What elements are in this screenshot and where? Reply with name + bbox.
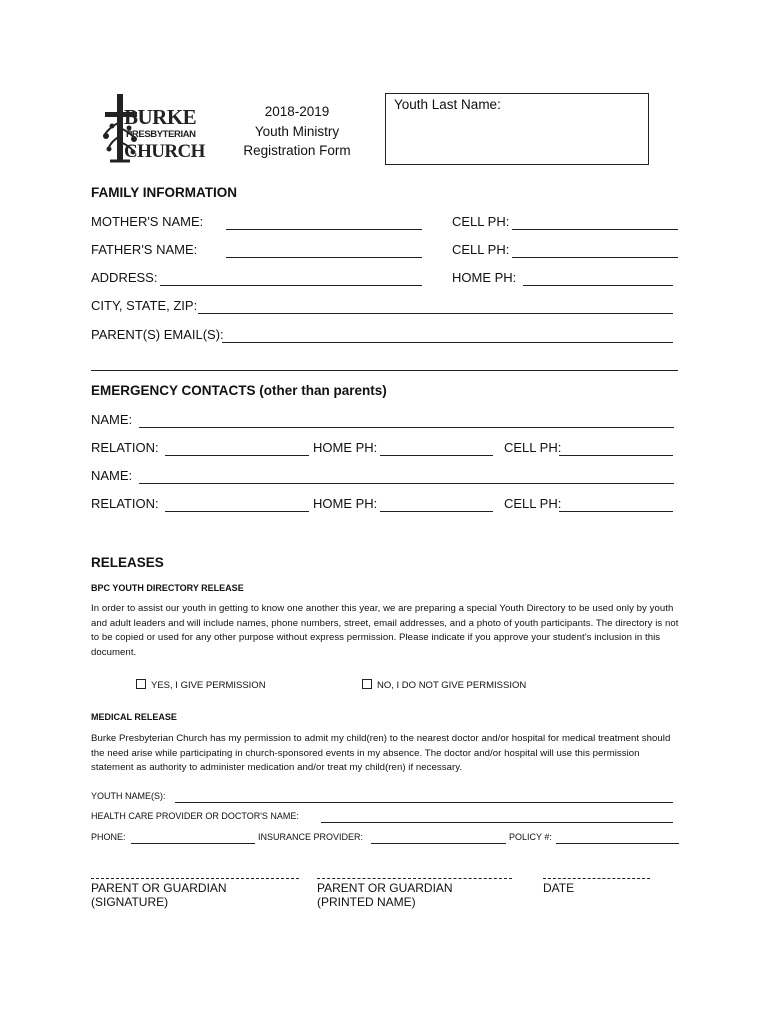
father-field[interactable] [226, 257, 422, 258]
mother-field[interactable] [226, 229, 422, 230]
home-phone-field[interactable] [523, 285, 673, 286]
no-checkbox[interactable] [362, 679, 372, 689]
provider-phone-field[interactable] [131, 843, 255, 844]
provider-field[interactable] [321, 822, 673, 823]
mother-label: MOTHER'S NAME: [91, 214, 204, 229]
title-ministry: Youth Ministry [254, 123, 340, 139]
mother-cell-field[interactable] [512, 229, 678, 230]
signature-field[interactable] [91, 878, 299, 879]
email-label: PARENT(S) EMAIL(S): [91, 327, 224, 342]
medical-heading: MEDICAL RELEASE [91, 712, 177, 722]
sig2-line1: PARENT OR GUARDIAN [317, 881, 453, 895]
insurance-field[interactable] [371, 843, 506, 844]
policy-field[interactable] [556, 843, 679, 844]
relation1-field[interactable] [165, 455, 309, 456]
directory-text: In order to assist our youth in getting to know one another this year, we are preparing a special Youth Directory to be used only by youth and adult leaders and will include names, phone numbers, street, email addresses, and a photo of youth participants. The directory is not to be copied or used for any other purpose without express permission. Please indicate if you approve your student’s inclusion in this document. [91, 603, 679, 658]
address-field[interactable] [160, 285, 422, 286]
city-label: CITY, STATE, ZIP: [91, 298, 198, 313]
yes-checkbox[interactable] [136, 679, 146, 689]
title-form: Registration Form [243, 143, 351, 158]
father-cell-field[interactable] [512, 257, 678, 258]
date-caption: DATE [543, 881, 575, 895]
home2-label: HOME PH: [313, 496, 378, 511]
printed-name-field[interactable] [317, 878, 512, 879]
releases-heading: RELEASES [91, 555, 164, 570]
address-label: ADDRESS: [91, 270, 158, 285]
policy-label: POLICY #: [509, 832, 552, 842]
sig2-line2: (PRINTED NAME) [317, 895, 416, 909]
home1-label: HOME PH: [313, 440, 378, 455]
relation2-field[interactable] [165, 511, 309, 512]
form-title [232, 102, 362, 161]
cell-emergency1-field[interactable] [559, 455, 673, 456]
youth-last-name-label: Youth Last Name: [394, 97, 501, 112]
sig1-line1: PARENT OR GUARDIAN [91, 881, 227, 895]
home1-field[interactable] [380, 455, 493, 456]
youth-last-name-box[interactable] [385, 93, 649, 165]
provider-label: HEALTH CARE PROVIDER OR DOCTOR'S NAME: [91, 811, 299, 821]
youth-names-label: YOUTH NAME(S): [91, 791, 166, 801]
printed-name-caption [317, 881, 453, 909]
city-state-zip-field[interactable] [198, 313, 673, 314]
title-year: 2018-2019 [264, 104, 330, 119]
church-logo [100, 92, 205, 164]
emergency-name1-field[interactable] [139, 427, 674, 428]
cell-emergency2-field[interactable] [559, 511, 673, 512]
email-field[interactable] [222, 342, 673, 343]
home2-field[interactable] [380, 511, 493, 512]
logo-burke: BURKE [124, 105, 197, 129]
family-heading: FAMILY INFORMATION [91, 185, 238, 200]
cell1-label: CELL PH: [452, 214, 510, 229]
emergency-heading: EMERGENCY CONTACTS (other than parents) [91, 383, 387, 398]
yes-permission-label: YES, I GIVE PERMISSION [151, 680, 266, 691]
yes-permission-option[interactable] [136, 679, 266, 691]
directory-heading: BPC YOUTH DIRECTORY RELEASE [91, 583, 244, 593]
cell2-label: CELL PH: [452, 242, 510, 257]
phone-label: PHONE: [91, 832, 126, 842]
no-permission-label: NO, I DO NOT GIVE PERMISSION [377, 680, 527, 691]
emergency-name2-field[interactable] [139, 483, 674, 484]
cell-emergency2-label: CELL PH: [504, 496, 562, 511]
sig1-line2: (SIGNATURE) [91, 895, 169, 909]
logo-church: CHURCH [124, 141, 205, 162]
no-permission-option[interactable] [362, 679, 526, 691]
logo-presbyterian: PRESBYTERIAN [126, 129, 196, 140]
insurance-label: INSURANCE PROVIDER: [258, 832, 364, 842]
cell-emergency1-label: CELL PH: [504, 440, 562, 455]
emergency-name1-label: NAME: [91, 412, 133, 427]
youth-names-field[interactable] [175, 802, 673, 803]
father-label: FATHER'S NAME: [91, 242, 198, 257]
emergency-name2-label: NAME: [91, 468, 133, 483]
home-label: HOME PH: [452, 270, 517, 285]
signature-caption [91, 881, 227, 909]
medical-text: Burke Presbyterian Church has my permission to admit my child(ren) to the nearest doctor and/or hospital for medical treatment should the need arise while participating in church-sponsored events in my absence. The doctor and/or hospital will use this permission statement as authority to administer medication and/or treat my child(ren) if necessary. [91, 733, 671, 773]
relation1-label: RELATION: [91, 440, 159, 455]
date-field[interactable] [543, 878, 650, 879]
relation2-label: RELATION: [91, 496, 159, 511]
email-extra-field[interactable] [91, 370, 678, 371]
